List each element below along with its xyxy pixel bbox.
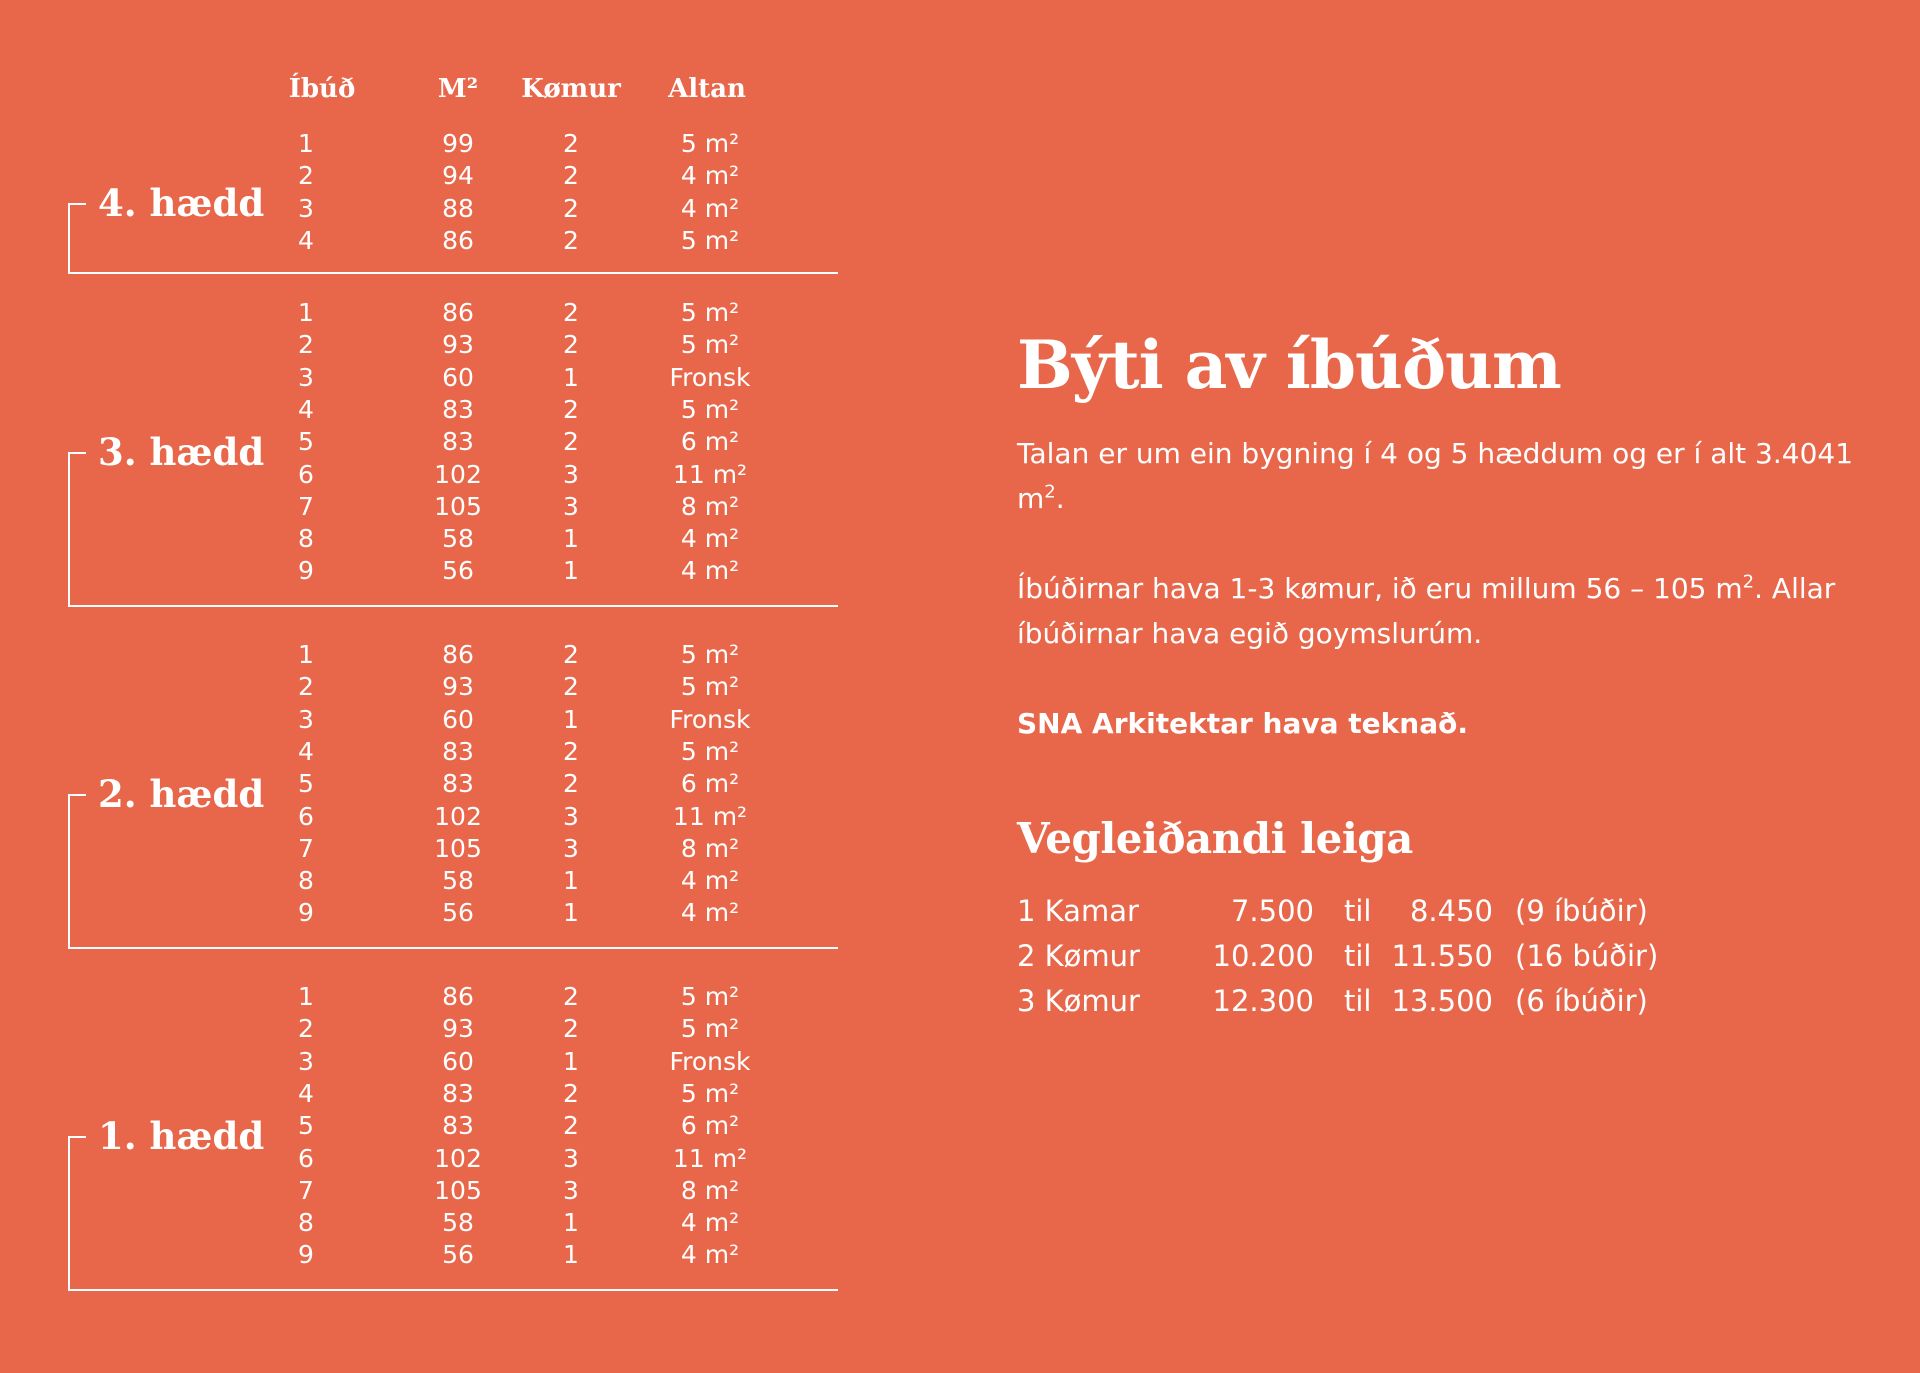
- altan-cell: Fronsk: [669, 362, 751, 392]
- komur-cell: 2: [563, 427, 579, 457]
- m2-cell: 83: [442, 394, 474, 424]
- ibud-cell: 3: [298, 193, 314, 223]
- ibud-cell: 1: [298, 982, 314, 1011]
- altan-cell: 4 m²: [680, 866, 740, 896]
- m2-cell: 83: [442, 736, 474, 766]
- komur-cell: 3: [563, 801, 579, 831]
- table-row: [68, 801, 838, 833]
- rent-row: [1017, 889, 1877, 934]
- ibud-cell: 7: [298, 491, 314, 521]
- rent-count: (6 íbúðir): [1515, 984, 1648, 1018]
- architect-credit: SNA Arkitektar hava teknað.: [1017, 707, 1468, 740]
- komur-cell: 3: [563, 459, 579, 489]
- komur-cell: 1: [563, 362, 579, 392]
- rent-to: 11.550: [1391, 939, 1493, 973]
- ibud-cell: 5: [298, 427, 314, 457]
- m2-cell: 60: [442, 704, 474, 734]
- rent-til: til: [1344, 939, 1372, 973]
- rent-from: 10.200: [1212, 939, 1314, 973]
- altan-cell: 5 m²: [680, 298, 740, 327]
- m2-cell: 83: [442, 427, 474, 457]
- m2-cell: 86: [442, 298, 474, 327]
- m2-cell: 105: [434, 491, 482, 521]
- ibud-cell: 4: [298, 225, 314, 255]
- komur-cell: 3: [563, 1143, 579, 1173]
- m2-cell: 58: [442, 1208, 474, 1238]
- komur-cell: 1: [563, 524, 579, 554]
- komur-cell: 2: [563, 672, 579, 702]
- column-header-komur: Kømur: [521, 74, 621, 104]
- m2-cell: 58: [442, 524, 474, 554]
- rent-row: [1017, 934, 1877, 979]
- table-row: [68, 555, 838, 587]
- altan-cell: 8 m²: [680, 491, 740, 521]
- altan-cell: 5 m²: [680, 1078, 740, 1108]
- rent-rooms: 1 Kamar: [1017, 894, 1139, 928]
- ibud-cell: 6: [298, 459, 314, 489]
- ibud-cell: 8: [298, 524, 314, 554]
- rent-to: 8.450: [1409, 894, 1493, 928]
- table-row: [68, 1078, 838, 1110]
- m2-cell: 86: [442, 225, 474, 255]
- komur-cell: 2: [563, 1014, 579, 1044]
- komur-cell: 3: [563, 1175, 579, 1205]
- table-row: [68, 225, 838, 257]
- column-header-ibud: Íbúð: [288, 74, 356, 104]
- apartments-description: Íbúðirnar hava 1-3 kømur, ið eru millum 56 – 105 $m^2$. Allar íbúðirnar hava egið goymslurúm.: [1017, 571, 1836, 650]
- komur-cell: 2: [563, 394, 579, 424]
- table-row: [68, 362, 838, 394]
- rent-rooms: 3 Kømur: [1017, 984, 1140, 1018]
- table-row: [68, 704, 838, 736]
- altan-cell: Fronsk: [669, 1046, 751, 1076]
- altan-cell: 11 m²: [672, 1143, 748, 1173]
- komur-cell: 1: [563, 1046, 579, 1076]
- m2-cell: 60: [442, 362, 474, 392]
- ibud-cell: 1: [298, 298, 314, 327]
- komur-cell: 1: [563, 1208, 579, 1238]
- rent-rooms: 2 Kømur: [1017, 939, 1140, 973]
- ibud-cell: 4: [298, 394, 314, 424]
- ibud-cell: 8: [298, 1208, 314, 1238]
- ibud-cell: 6: [298, 1143, 314, 1173]
- m2-cell: 56: [442, 556, 474, 586]
- ibud-cell: 4: [298, 1078, 314, 1108]
- m2-cell: 83: [442, 1111, 474, 1141]
- altan-cell: 5 m²: [680, 982, 740, 1011]
- rent-til: til: [1344, 894, 1372, 928]
- altan-cell: 8 m²: [680, 1175, 740, 1205]
- komur-cell: 1: [563, 556, 579, 586]
- floor-label: 1. hædd: [98, 1114, 265, 1159]
- altan-cell: 4 m²: [680, 161, 740, 191]
- komur-cell: 3: [563, 833, 579, 863]
- m2-cell: 99: [442, 129, 474, 158]
- table-row: [68, 833, 838, 865]
- altan-cell: 6 m²: [680, 769, 740, 799]
- komur-cell: 1: [563, 866, 579, 896]
- table-row: [68, 1175, 838, 1207]
- altan-cell: 4 m²: [680, 193, 740, 223]
- ibud-cell: 3: [298, 704, 314, 734]
- m2-cell: 88: [442, 193, 474, 223]
- m2-cell: 56: [442, 1240, 474, 1270]
- komur-cell: 2: [563, 640, 579, 669]
- altan-cell: 4 m²: [680, 1208, 740, 1238]
- m2-cell: 56: [442, 898, 474, 928]
- m2-cell: 102: [434, 459, 482, 489]
- ibud-cell: 9: [298, 1240, 314, 1270]
- komur-cell: 2: [563, 1111, 579, 1141]
- ibud-cell: 9: [298, 556, 314, 586]
- altan-cell: 8 m²: [680, 833, 740, 863]
- rent-to: 13.500: [1391, 984, 1493, 1018]
- altan-cell: Fronsk: [669, 704, 751, 734]
- ibud-cell: 7: [298, 833, 314, 863]
- table-row: [68, 128, 838, 160]
- floor-block: [68, 297, 838, 607]
- altan-cell: 4 m²: [680, 524, 740, 554]
- komur-cell: 2: [563, 161, 579, 191]
- m2-cell: 83: [442, 769, 474, 799]
- rent-count: (16 búðir): [1515, 939, 1659, 973]
- altan-cell: 5 m²: [680, 394, 740, 424]
- altan-cell: 11 m²: [672, 801, 748, 831]
- altan-cell: 5 m²: [680, 640, 740, 669]
- table-row: [68, 459, 838, 491]
- m2-cell: 60: [442, 1046, 474, 1076]
- altan-cell: 5 m²: [680, 1014, 740, 1044]
- m2-cell: 105: [434, 1175, 482, 1205]
- m2-cell: 102: [434, 1143, 482, 1173]
- ibud-cell: 8: [298, 866, 314, 896]
- ibud-cell: 9: [298, 898, 314, 928]
- altan-cell: 5 m²: [680, 330, 740, 360]
- table-row: [68, 193, 838, 225]
- building-description: Talan er um ein bygning í 4 og 5 hæddum og er í alt 3.4041 $m^2$.: [1017, 437, 1854, 515]
- rent-row: [1017, 979, 1877, 1024]
- table-row: [68, 768, 838, 800]
- altan-cell: 5 m²: [680, 672, 740, 702]
- floor-block: [68, 128, 838, 274]
- altan-cell: 6 m²: [680, 427, 740, 457]
- ibud-cell: 7: [298, 1175, 314, 1205]
- m2-cell: 86: [442, 982, 474, 1011]
- table-row: [68, 1143, 838, 1175]
- table-row: [68, 160, 838, 192]
- komur-cell: 2: [563, 1078, 579, 1108]
- komur-cell: 2: [563, 769, 579, 799]
- komur-cell: 3: [563, 491, 579, 521]
- altan-cell: 5 m²: [680, 225, 740, 255]
- ibud-cell: 3: [298, 362, 314, 392]
- ibud-cell: 5: [298, 1111, 314, 1141]
- table-row: [68, 1207, 838, 1239]
- table-row: [68, 329, 838, 361]
- table-row: [68, 523, 838, 555]
- altan-cell: 5 m²: [680, 129, 740, 158]
- rent-count: (9 íbúðir): [1515, 894, 1648, 928]
- m2-cell: 58: [442, 866, 474, 896]
- m2-cell: 93: [442, 1014, 474, 1044]
- floor-label: 4. hædd: [98, 180, 265, 225]
- altan-cell: 5 m²: [680, 736, 740, 766]
- m2-cell: 93: [442, 330, 474, 360]
- altan-cell: 11 m²: [672, 459, 748, 489]
- table-row: [68, 491, 838, 523]
- table-row: [68, 1046, 838, 1078]
- komur-cell: 1: [563, 1240, 579, 1270]
- altan-cell: 4 m²: [680, 1240, 740, 1270]
- table-row: [68, 639, 838, 671]
- ibud-cell: 3: [298, 1046, 314, 1076]
- table-row: [68, 897, 838, 929]
- m2-cell: 93: [442, 672, 474, 702]
- table-row: [68, 297, 838, 329]
- floor-block: [68, 639, 838, 949]
- table-row: [68, 981, 838, 1013]
- ibud-cell: 2: [298, 1014, 314, 1044]
- altan-cell: 4 m²: [680, 898, 740, 928]
- komur-cell: 1: [563, 898, 579, 928]
- komur-cell: 2: [563, 330, 579, 360]
- ibud-cell: 4: [298, 736, 314, 766]
- altan-cell: 4 m²: [680, 556, 740, 586]
- komur-cell: 2: [563, 298, 579, 327]
- komur-cell: 1: [563, 704, 579, 734]
- rent-from: 7.500: [1230, 894, 1314, 928]
- komur-cell: 2: [563, 129, 579, 158]
- table-row: [68, 671, 838, 703]
- ibud-cell: 6: [298, 801, 314, 831]
- ibud-cell: 1: [298, 129, 314, 158]
- table-row: [68, 736, 838, 768]
- m2-cell: 86: [442, 640, 474, 669]
- rent-title: Vegleiðandi leiga: [1017, 814, 1413, 863]
- komur-cell: 2: [563, 736, 579, 766]
- ibud-cell: 2: [298, 161, 314, 191]
- rent-til: til: [1344, 984, 1372, 1018]
- komur-cell: 2: [563, 193, 579, 223]
- table-row: [68, 865, 838, 897]
- table-row: [68, 1013, 838, 1045]
- komur-cell: 2: [563, 982, 579, 1011]
- ibud-cell: 5: [298, 769, 314, 799]
- table-row: [68, 394, 838, 426]
- m2-cell: 102: [434, 801, 482, 831]
- floor-block: [68, 981, 838, 1291]
- table-row: [68, 1110, 838, 1142]
- page-title: Býti av íbúðum: [1017, 326, 1561, 404]
- m2-cell: 83: [442, 1078, 474, 1108]
- table-row: [68, 426, 838, 458]
- floor-label: 3. hædd: [98, 430, 265, 475]
- ibud-cell: 1: [298, 640, 314, 669]
- column-header-altan: Altan: [668, 74, 746, 104]
- column-header-m2: M²: [437, 74, 479, 104]
- m2-cell: 105: [434, 833, 482, 863]
- table-row: [68, 1239, 838, 1271]
- m2-cell: 94: [442, 161, 474, 191]
- rent-from: 12.300: [1212, 984, 1314, 1018]
- komur-cell: 2: [563, 225, 579, 255]
- altan-cell: 6 m²: [680, 1111, 740, 1141]
- ibud-cell: 2: [298, 672, 314, 702]
- floor-label: 2. hædd: [98, 772, 265, 817]
- ibud-cell: 2: [298, 330, 314, 360]
